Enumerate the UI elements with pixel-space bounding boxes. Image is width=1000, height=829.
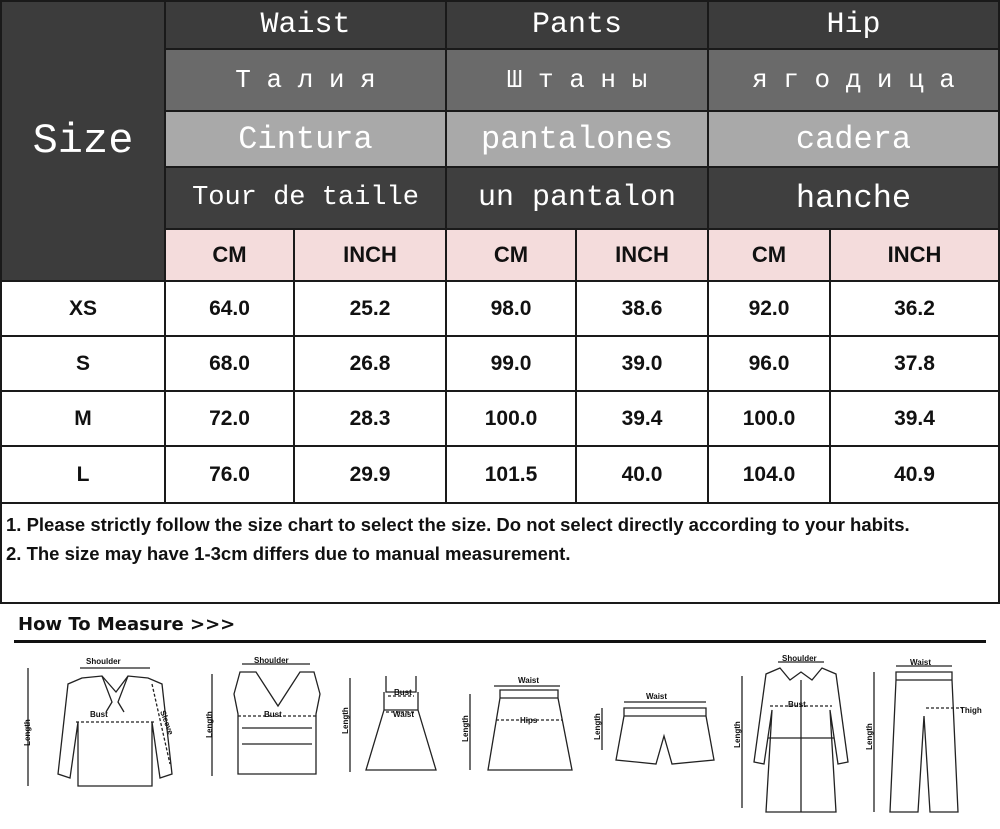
- bust-label: Bust: [788, 700, 806, 709]
- note-1: 1. Please strictly follow the size chart to select the size. Do not select directly according to your habits.: [6, 514, 910, 535]
- unit-inch-pants: INCH: [575, 228, 709, 282]
- hips-label: Hips: [520, 716, 538, 725]
- waist-ru-header: Т а л и я: [164, 48, 447, 112]
- length-label: Length: [592, 713, 602, 740]
- table-cell: 39.4: [829, 390, 1000, 447]
- table-cell: 39.0: [575, 335, 709, 392]
- shoulder-label: Shoulder: [86, 657, 121, 666]
- bust-label: Bust: [90, 710, 108, 719]
- tank-top-illustration: [200, 654, 330, 824]
- shorts-illustration: [590, 688, 720, 798]
- thigh-label: Thigh: [960, 706, 982, 715]
- table-cell: 40.9: [829, 445, 1000, 504]
- table-cell: 29.9: [293, 445, 447, 504]
- unit-cm-pants: CM: [445, 228, 577, 282]
- waist-es-header: Cintura: [164, 110, 447, 168]
- waist-fr-header: Tour de taille: [164, 166, 447, 230]
- hip-ru-header: я г о д и ц а: [707, 48, 1000, 112]
- waist-label: Waist: [393, 710, 415, 719]
- size-m: M: [0, 390, 166, 447]
- dress-figure: [340, 672, 450, 822]
- table-cell: 92.0: [707, 280, 831, 337]
- length-label: Length: [340, 707, 350, 734]
- shoulder-label: Shoulder: [254, 656, 289, 665]
- hip-fr-header: hanche: [707, 166, 1000, 230]
- waist-label: Waist: [518, 676, 540, 685]
- length-label: Length: [204, 711, 214, 738]
- skirt-figure: [460, 672, 580, 822]
- coat-illustration: [730, 652, 860, 824]
- table-cell: 98.0: [445, 280, 577, 337]
- table-cell: 68.0: [164, 335, 295, 392]
- note-2: 2. The size may have 1-3cm differs due to manual measurement.: [6, 543, 571, 564]
- size-s: S: [0, 335, 166, 392]
- pants-fr-header: un pantalon: [445, 166, 709, 230]
- how-to-measure-title: How To Measure >>>: [18, 614, 236, 635]
- table-cell: 37.8: [829, 335, 1000, 392]
- table-cell: 64.0: [164, 280, 295, 337]
- bust-label: Bust: [394, 688, 412, 697]
- table-cell: 39.4: [575, 390, 709, 447]
- unit-cm-hip: CM: [707, 228, 831, 282]
- table-cell: 100.0: [707, 390, 831, 447]
- size-header: Size: [0, 0, 166, 282]
- table-cell: 38.6: [575, 280, 709, 337]
- notes-box: [0, 504, 1000, 604]
- waist-label: Waist: [910, 658, 932, 667]
- blouse-illustration: [20, 654, 190, 824]
- length-label: Length: [22, 719, 32, 746]
- hip-es-header: cadera: [707, 110, 1000, 168]
- coat-figure: [730, 652, 860, 824]
- pants-en-header: Pants: [445, 0, 709, 50]
- unit-inch-waist: INCH: [293, 228, 447, 282]
- length-label: Length: [732, 721, 742, 748]
- trousers-illustration: [862, 652, 992, 824]
- divider: [14, 640, 986, 643]
- sleeve-label: Sleeve: [158, 709, 176, 736]
- table-cell: 101.5: [445, 445, 577, 504]
- size-l: L: [0, 445, 166, 504]
- unit-inch-hip: INCH: [829, 228, 1000, 282]
- waist-en-header: Waist: [164, 0, 447, 50]
- pants-es-header: pantalones: [445, 110, 709, 168]
- table-cell: 36.2: [829, 280, 1000, 337]
- shoulder-label: Shoulder: [782, 654, 817, 663]
- table-cell: 100.0: [445, 390, 577, 447]
- trousers-figure: [862, 652, 992, 824]
- table-cell: 96.0: [707, 335, 831, 392]
- table-cell: 26.8: [293, 335, 447, 392]
- blouse-figure: [20, 654, 190, 824]
- shorts-figure: [590, 688, 720, 798]
- size-xs: XS: [0, 280, 166, 337]
- hip-en-header: Hip: [707, 0, 1000, 50]
- length-label: Length: [864, 723, 874, 750]
- table-cell: 25.2: [293, 280, 447, 337]
- waist-label: Waist: [646, 692, 668, 701]
- table-cell: 99.0: [445, 335, 577, 392]
- length-label: Length: [460, 715, 470, 742]
- bust-label: Bust: [264, 710, 282, 719]
- table-cell: 76.0: [164, 445, 295, 504]
- skirt-illustration: [460, 672, 580, 822]
- table-cell: 40.0: [575, 445, 709, 504]
- unit-cm-waist: CM: [164, 228, 295, 282]
- tank-top-figure: [200, 654, 330, 824]
- table-cell: 28.3: [293, 390, 447, 447]
- table-cell: 104.0: [707, 445, 831, 504]
- pants-ru-header: Ш т а н ы: [445, 48, 709, 112]
- table-cell: 72.0: [164, 390, 295, 447]
